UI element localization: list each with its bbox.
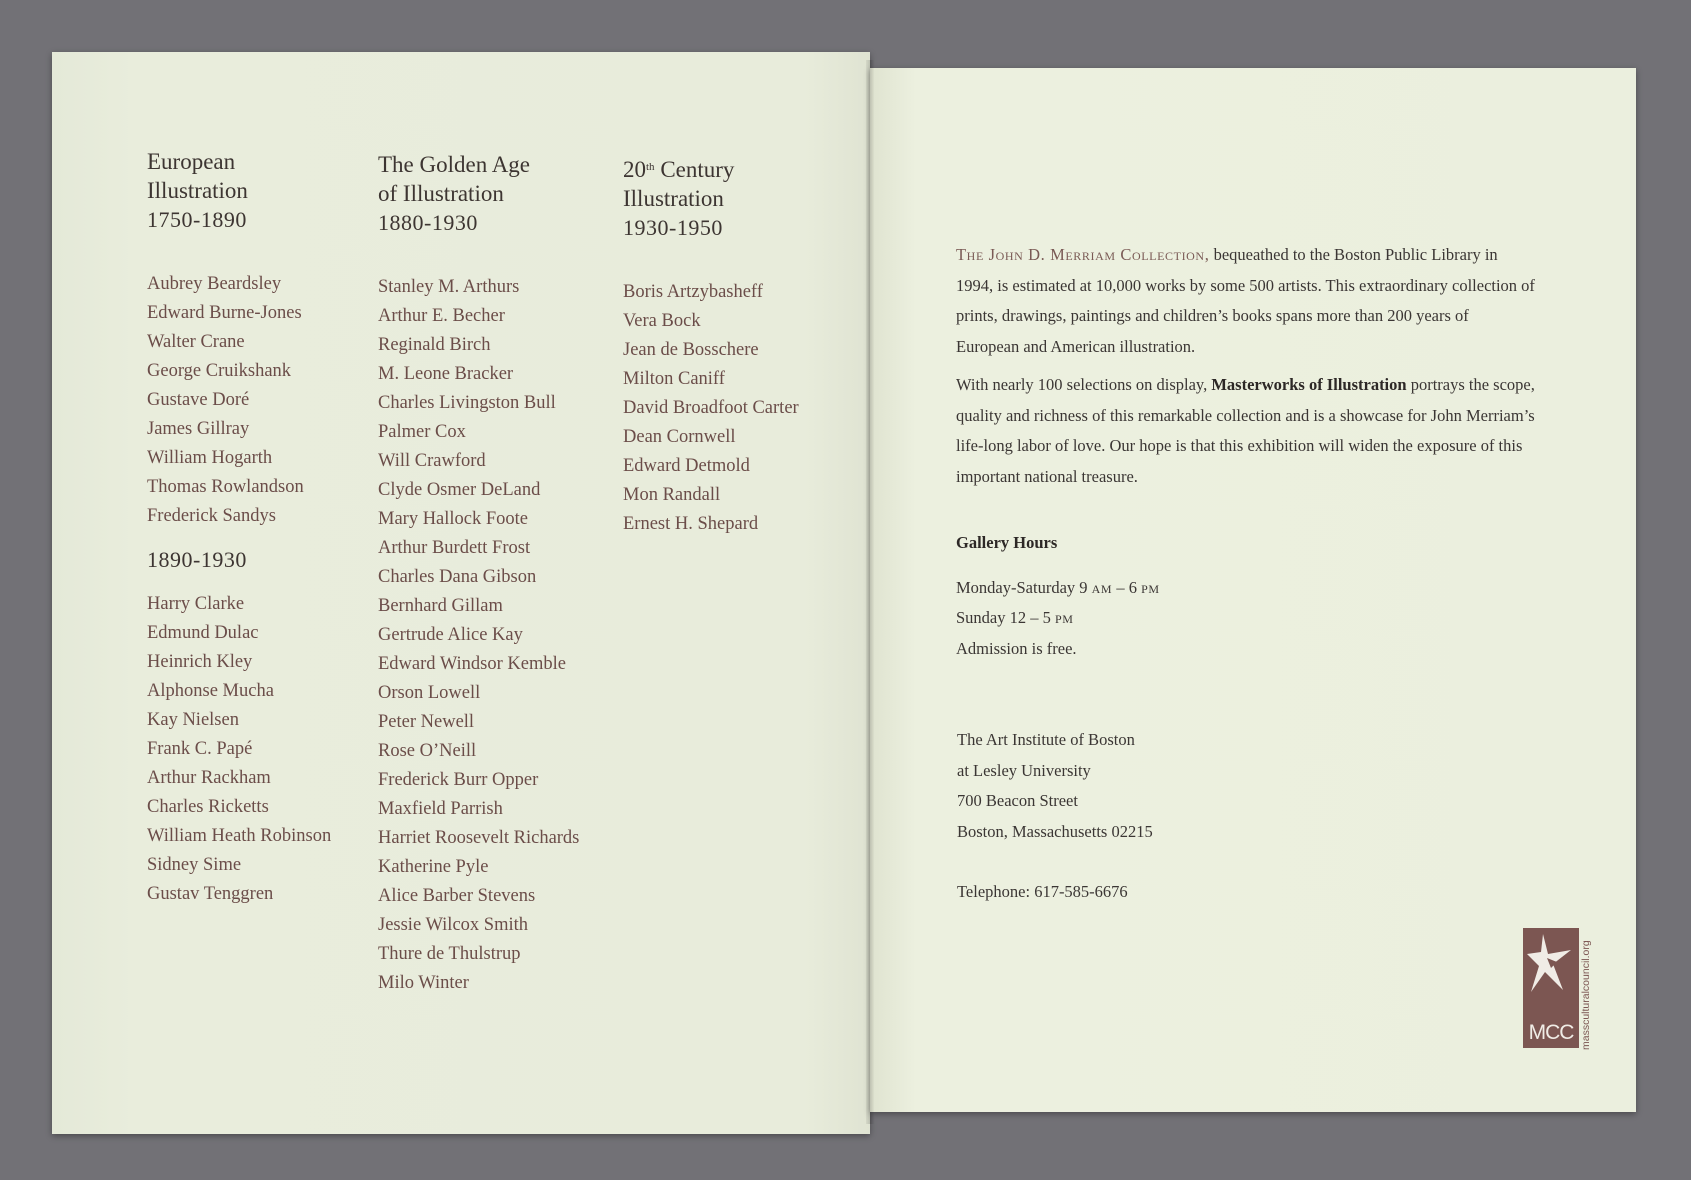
artist-name: Dean Cornwell — [623, 427, 736, 447]
hours-heading: Gallery Hours — [956, 533, 1058, 552]
hours-weekday — [956, 573, 1456, 604]
artist-name: Boris Artzybasheff — [623, 282, 763, 302]
artist-name: Harry Clarke — [147, 594, 245, 614]
artist-name: Heinrich Kley — [147, 652, 253, 672]
exhibition-title: Masterworks of Illustration — [1211, 375, 1407, 394]
address-line: at Lesley University — [957, 760, 1091, 780]
heading-line: Illustration — [147, 178, 248, 203]
heading-ordinal: th — [646, 161, 655, 173]
artist-name: Bernhard Gillam — [378, 596, 503, 616]
star-figure-icon — [1527, 932, 1575, 1012]
artist-name: Edward Burne-Jones — [147, 303, 302, 323]
artist-name: Walter Crane — [147, 332, 245, 352]
column-heading — [147, 147, 367, 205]
artist-name: Will Crawford — [378, 451, 486, 471]
artist-name: Gustav Tenggren — [147, 884, 274, 904]
column-years: 1750-1890 — [147, 207, 247, 232]
pm-label: pm — [1141, 577, 1160, 597]
artist-name: Mary Hallock Foote — [378, 509, 529, 529]
intro-paragraph — [956, 240, 1536, 362]
mcc-logo — [1523, 928, 1579, 1048]
column-heading — [378, 150, 618, 208]
artist-name: David Broadfoot Carter — [623, 398, 799, 418]
artist-name: Arthur Rackham — [147, 768, 271, 788]
artist-name: Milton Caniff — [623, 369, 725, 389]
column-years: 1930-1950 — [623, 215, 723, 240]
artist-name: Orson Lowell — [378, 683, 481, 703]
artist-name: Maxfield Parrish — [378, 799, 503, 819]
artist-name: Frederick Burr Opper — [378, 770, 539, 790]
artist-name: Jean de Bosschere — [623, 340, 759, 360]
hours-sunday — [956, 603, 1456, 634]
address-line: The Art Institute of Boston — [957, 730, 1135, 749]
exhibition-paragraph — [956, 370, 1536, 492]
artist-list — [147, 590, 367, 909]
artist-name: Aubrey Beardsley — [147, 274, 282, 294]
artist-name: William Hogarth — [147, 448, 273, 468]
artist-name: Charles Dana Gibson — [378, 567, 537, 587]
gallery-hours — [956, 528, 1456, 664]
artist-name: Clyde Osmer DeLand — [378, 480, 541, 500]
intro-text: bequeathed to the Boston Public Library in 1994, is estimated at 10,000 works by some 500 artists. This extraordinary collection of prints, drawings, paintings and children’s books spans more than 200 years of European and American illustration. — [956, 245, 1535, 356]
column-european — [147, 147, 367, 909]
hours-text: Sunday 12 – 5 — [956, 608, 1055, 627]
admission: Admission is free. — [956, 638, 1077, 658]
artist-name: Thure de Thulstrup — [378, 944, 521, 964]
am-label: am — [1091, 577, 1113, 597]
artist-name: Frederick Sandys — [147, 506, 276, 526]
artist-name: Mon Randall — [623, 485, 721, 505]
address-block — [957, 725, 1357, 908]
artist-list — [147, 270, 367, 531]
artist-name: Charles Ricketts — [147, 797, 269, 817]
column-heading — [623, 155, 853, 213]
artist-name: Ernest H. Shepard — [623, 514, 759, 534]
artist-name: Alice Barber Stevens — [378, 886, 536, 906]
artist-name: Alphonse Mucha — [147, 681, 274, 701]
heading-number: 20 — [623, 157, 646, 182]
artist-name: Gertrude Alice Kay — [378, 625, 523, 645]
mcc-url: massculturalcouncil.org — [1580, 940, 1592, 1050]
artist-name: Gustave Doré — [147, 390, 250, 410]
artist-name: Edmund Dulac — [147, 623, 259, 643]
artist-name: George Cruikshank — [147, 361, 292, 381]
column-20th-century — [623, 155, 853, 539]
mcc-letters: MCC — [1528, 1021, 1574, 1044]
heading-line: Illustration — [623, 186, 724, 211]
pm-label: pm — [1055, 608, 1074, 627]
column-golden-age — [378, 150, 618, 998]
artist-name: Kay Nielsen — [147, 710, 239, 730]
heading-line: European — [147, 149, 236, 174]
artist-name: Reginald Birch — [378, 335, 491, 355]
artist-name: Edward Windsor Kemble — [378, 654, 566, 674]
artist-name: William Heath Robinson — [147, 826, 332, 846]
exhibition-text: With nearly 100 selections on display, — [956, 375, 1212, 394]
artist-name: Milo Winter — [378, 973, 469, 993]
artist-name: Peter Newell — [378, 712, 475, 732]
artist-name: Sidney Sime — [147, 855, 242, 875]
artist-list — [378, 273, 618, 998]
artist-list — [623, 278, 853, 539]
artist-name: Jessie Wilcox Smith — [378, 915, 528, 935]
artist-name: Thomas Rowlandson — [147, 477, 304, 497]
artist-name: Vera Bock — [623, 311, 701, 331]
collection-description — [956, 240, 1536, 492]
artist-name: M. Leone Bracker — [378, 364, 514, 384]
artist-name: Arthur Burdett Frost — [378, 538, 531, 558]
artist-name: Arthur E. Becher — [378, 306, 505, 326]
address-line: Boston, Massachusetts 02215 — [957, 821, 1153, 841]
booklet-spine — [866, 60, 874, 1124]
heading-line: of Illustration — [378, 181, 504, 206]
hours-text: Monday-Saturday 9 — [956, 577, 1092, 597]
artist-name: Katherine Pyle — [378, 857, 489, 877]
subsection-years: 1890-1930 — [147, 547, 247, 572]
telephone: Telephone: 617-585-6676 — [957, 882, 1128, 901]
artist-name: Frank C. Papé — [147, 739, 253, 759]
artist-name: Harriet Roosevelt Richards — [378, 828, 580, 848]
address-line: 700 Beacon Street — [957, 791, 1078, 810]
artist-name: James Gillray — [147, 419, 250, 439]
heading-line: Century — [654, 157, 735, 182]
artist-name: Charles Livingston Bull — [378, 393, 556, 413]
heading-line: The Golden Age — [378, 152, 531, 177]
hours-text: – 6 — [1112, 577, 1142, 597]
artist-name: Rose O’Neill — [378, 741, 477, 761]
artist-name: Edward Detmold — [623, 456, 750, 476]
collection-name: The John D. Merriam Collection, — [956, 245, 1210, 264]
artist-name: Palmer Cox — [378, 422, 466, 442]
exhibition-text: portrays the scope, quality and richness of this remarkable collection and is a showcase for John Merriam’s life-long labor of love. Our hope is that this exhibition will widen the exposure of this important national treasure. — [956, 375, 1535, 486]
artist-name: Stanley M. Arthurs — [378, 277, 520, 297]
column-years: 1880-1930 — [378, 210, 478, 235]
